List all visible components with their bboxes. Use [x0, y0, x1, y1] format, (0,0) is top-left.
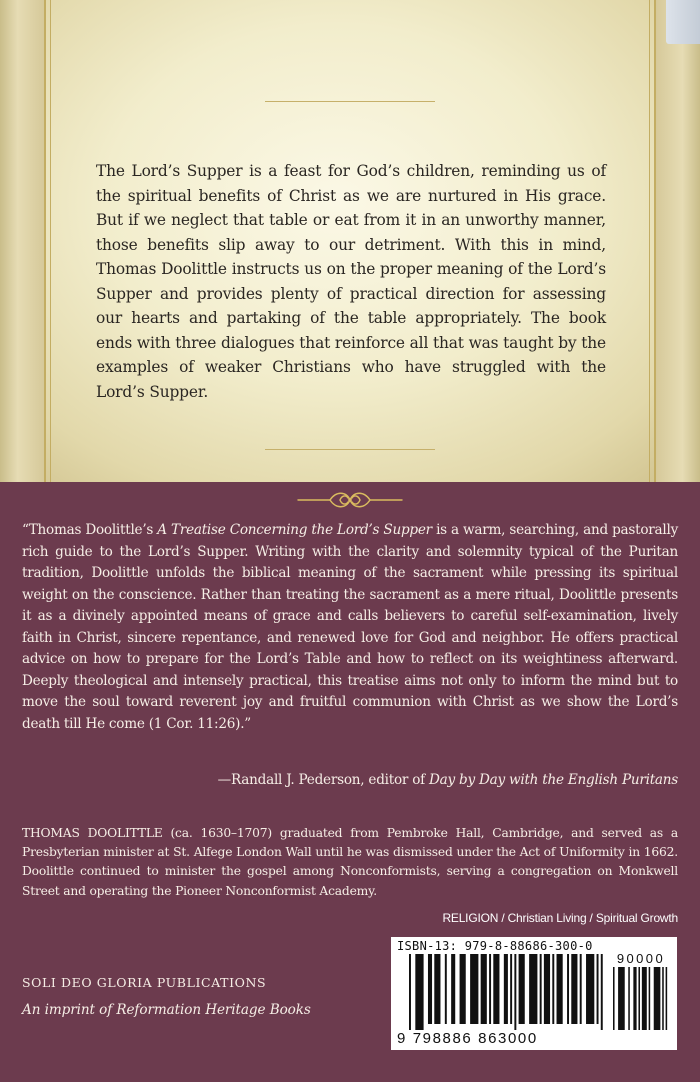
barcode-bar — [415, 954, 423, 1030]
publisher-name: SOLI DEO GLORIA PUBLICATIONS — [22, 975, 267, 990]
barcode-bar — [409, 954, 411, 1030]
barcode-bar — [428, 954, 432, 1024]
flourish-ornament-icon — [296, 485, 404, 515]
barcode-bar — [445, 954, 447, 1024]
corner-tab — [666, 0, 700, 44]
frame-border-right — [656, 0, 700, 482]
category-label: RELIGION / Christian Living / Spiritual Growth — [442, 911, 678, 925]
barcode-bar — [586, 954, 594, 1024]
barcode-digits: 9 798886 863000 — [397, 1030, 538, 1047]
barcode-bar — [481, 954, 487, 1024]
barcode-bar — [544, 954, 550, 1024]
barcode-bar — [514, 954, 516, 1030]
barcode-bar — [633, 967, 636, 1030]
author-bio: THOMAS DOOLITTLE (ca. 1630–1707) graduated from Pembroke Hall, Cambridge, and served as a Presbyterian minister at St. Alfege London Wall until he was dismissed under the Act of Uniformity in 1662. Doolittle continued to minister the gospel among Nonconformists, serving a congregation on Monkwell Street and operating the Pioneer Nonconformist Academy. — [22, 826, 678, 898]
attribution-work: Day by Day with the English Puritans — [429, 772, 678, 788]
barcode-bar — [489, 954, 491, 1024]
parchment-panel — [0, 0, 700, 482]
barcode-bar — [557, 954, 563, 1024]
barcode-bar — [519, 954, 525, 1024]
barcode-bar — [493, 954, 499, 1024]
barcode-bar — [638, 967, 640, 1030]
barcode-bar — [662, 967, 664, 1030]
endorsement-attribution — [218, 770, 678, 790]
frame-line — [649, 0, 650, 482]
barcode-bar — [642, 967, 647, 1030]
frame-line — [654, 0, 656, 482]
publisher-imprint: An imprint of Reformation Heritage Books — [22, 1002, 311, 1018]
frame-border-left — [0, 0, 44, 482]
quote-book-title: A Treatise Concerning the Lord’s Supper — [157, 522, 432, 538]
quote-opening: “Thomas Doolittle’s — [22, 522, 158, 538]
barcode-bar — [618, 967, 625, 1030]
barcode-bar — [654, 967, 661, 1030]
barcode-bar — [451, 954, 455, 1024]
barcode-bars — [409, 954, 605, 1030]
barcode-bar — [460, 954, 466, 1024]
barcode-bar — [470, 954, 478, 1024]
barcode-bar — [580, 954, 582, 1024]
barcode-bar — [666, 967, 668, 1030]
barcode-bar — [529, 954, 537, 1024]
barcode-bar — [628, 967, 630, 1030]
quote-body: is a warm, searching, and pastorally rich guide to the Lord’s Supper. Writing with the clarity and solemnity typical of the Puritan tradition, Doolittle unfolds the biblical meaning of the sacrament while pressing its spiritual weight on the conscience. Rather than treating the sacrament as a mere ritual, Doolittle presents it as a divinely appointed means of grace and calls believers to careful self-examination, lively faith in Christ, sincere repentance, and renewed love for God and neighbor. He offers practical advice on how to prepare for the Lord’s Table and how to reflect on its weightiness afterward. Deeply theological and intensely practical, this treatise aims not only to inform the mind but to move the soul toward reverent joy and fruitful communion with Christ as we show the Lord’s death till He come (1 Cor. 11:26).” — [22, 522, 678, 732]
barcode-bar — [504, 954, 508, 1024]
frame-line — [44, 0, 46, 482]
endorsement-quote — [22, 520, 678, 735]
barcode-bar — [601, 954, 603, 1030]
barcode-bar — [613, 967, 615, 1030]
top-divider-rule — [265, 101, 435, 102]
barcode-addon-bars — [613, 967, 669, 1030]
isbn-label: ISBN-13: 979-8-88686-300-0 — [397, 939, 593, 953]
isbn-barcode — [391, 937, 677, 1050]
barcode-bar — [552, 954, 554, 1024]
barcode-addon-digits: 90000 — [616, 951, 666, 966]
barcode-bar — [510, 954, 512, 1024]
bottom-divider-rule — [265, 449, 435, 450]
barcode-bar — [540, 954, 542, 1024]
attribution-author: —Randall J. Pederson, editor of — [217, 772, 429, 788]
barcode-bar — [571, 954, 577, 1024]
barcode-bar — [649, 967, 651, 1030]
barcode-bar — [434, 954, 440, 1024]
barcode-bar — [567, 954, 569, 1024]
barcode-bar — [597, 954, 599, 1024]
book-description: The Lord’s Supper is a feast for God’s children, reminding us of the spiritual benefits of Christ as we are nurtured in His grace. But if we neglect that table or eat from it in an unworthy manner, those benefits slip away to our detriment. With this in mind, Thomas Doolittle instructs us on the proper meaning of the Lord’s Supper and provides plenty of practical direction for assessing our hearts and partaking of the table appropriately. The book ends with three dialogues that reinforce all that was taught by the examples of weaker Christians who have struggled with the Lord’s Supper. — [96, 162, 606, 401]
frame-line — [50, 0, 51, 482]
